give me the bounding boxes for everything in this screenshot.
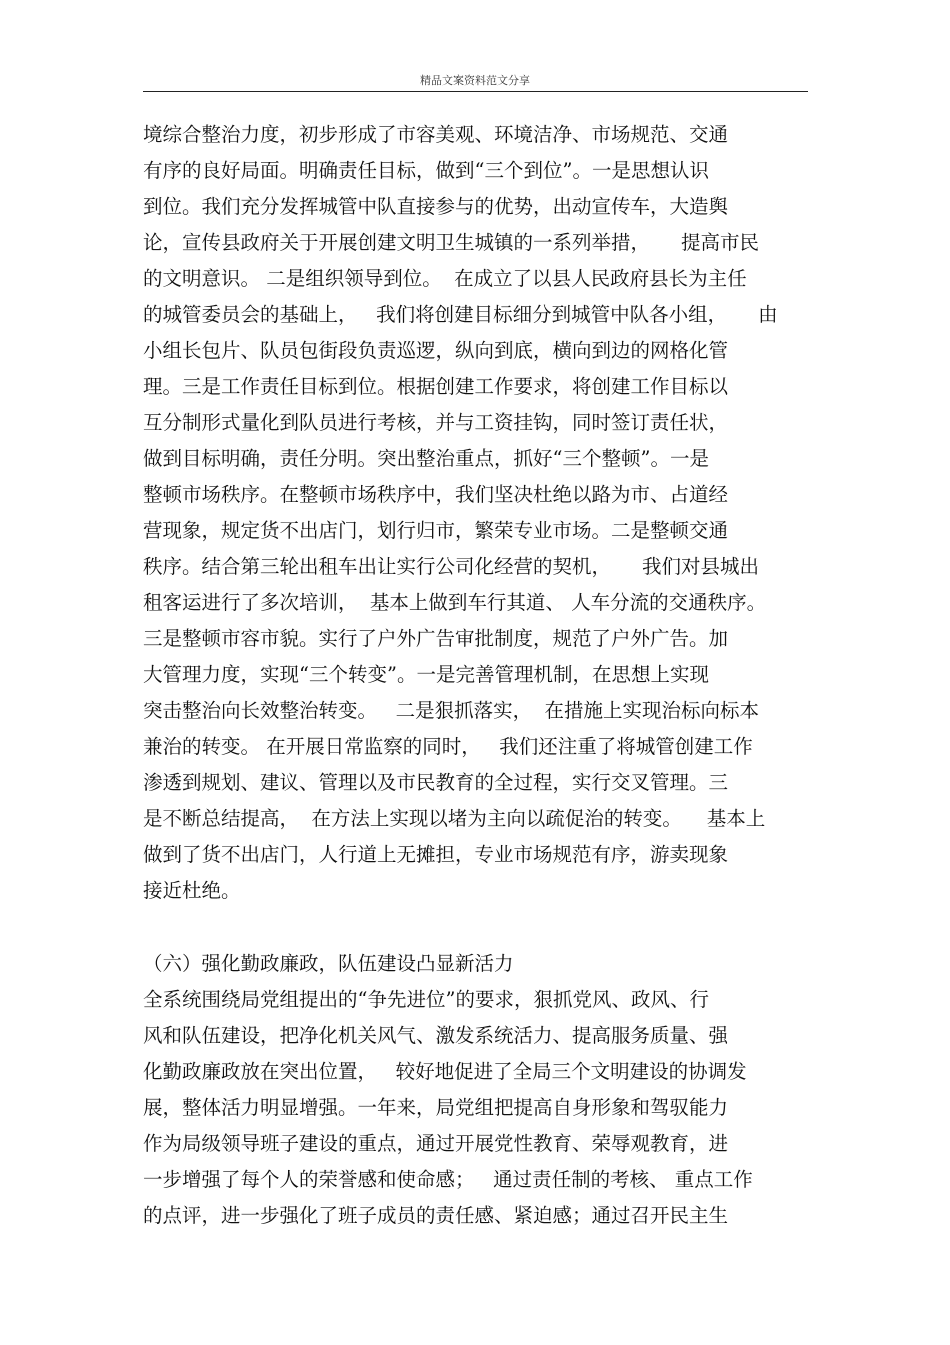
paragraph-gap [143, 909, 823, 946]
text-line: 境综合整治力度，初步形成了市容美观、环境洁净、市场规范、交通 [143, 123, 729, 146]
text-line: 做到了货不出店门，人行道上无摊担，专业市场规范有序，游卖现象 [143, 843, 729, 866]
text-line: 互分制形式量化到队员进行考核，并与工资挂钩，同时签订责任状， [143, 411, 729, 434]
text-line: 突击整治向长效整治转变。 二是狠抓落实， 在措施上实现治标向标本 [143, 699, 759, 722]
text-line: 的城管委员会的基础上， 我们将创建目标细分到城管中队各小组， 由 [143, 303, 778, 326]
text-line: 有序的良好局面。明确责任目标，做到“三个到位”。一是思想认识 [143, 159, 709, 182]
header-divider [143, 91, 808, 92]
text-line: 小组长包片、队员包街段负责巡逻，纵向到底，横向到边的网格化管 [143, 339, 729, 362]
text-line: 一步增强了每个人的荣誉感和使命感； 通过责任制的考核、 重点工作 [143, 1168, 753, 1191]
text-line: 的文明意识。 二是组织领导到位。 在成立了以县人民政府县长为主任 [143, 267, 747, 290]
text-line: 是不断总结提高， 在方法上实现以堵为主向以疏促治的转变。 基本上 [143, 807, 766, 830]
text-line: 全系统围绕局党组提出的“争先进位”的要求，狠抓党风、政风、行 [143, 988, 709, 1011]
text-line: 营现象，规定货不出店门，划行归市，繁荣专业市场。二是整顿交通 [143, 519, 729, 542]
text-line: 展，整体活力明显增强。一年来，局党组把提高自身形象和驾驭能力 [143, 1096, 729, 1119]
text-line: 兼治的转变。 在开展日常监察的同时， 我们还注重了将城管创建工作 [143, 735, 753, 758]
text-line: 三是整顿市容市貌。实行了户外广告审批制度，规范了户外广告。加 [143, 627, 729, 650]
paragraph-2 [143, 982, 823, 1234]
text-line: 化勤政廉政放在突出位置， 较好地促进了全局三个文明建设的协调发 [143, 1060, 747, 1083]
text-line: 整顿市场秩序。在整顿市场秩序中，我们坚决杜绝以路为市、占道经 [143, 483, 729, 506]
page-header: 精品文案资料范文分享 [420, 74, 530, 87]
text-line: 到位。我们充分发挥城管中队直接参与的优势，出动宣传车，大造舆 [143, 195, 729, 218]
section-heading: （六）强化勤政廉政，队伍建设凸显新活力 [143, 952, 514, 975]
text-line: 渗透到规划、建议、管理以及市民教育的全过程，实行交叉管理。三 [143, 771, 729, 794]
text-line: 风和队伍建设，把净化机关风气、激发系统活力、提高服务质量、强 [143, 1024, 729, 1047]
text-line: 作为局级领导班子建设的重点，通过开展党性教育、荣辱观教育，进 [143, 1132, 729, 1155]
text-line: 论，宣传县政府关于开展创建文明卫生城镇的一系列举措， 提高市民 [143, 231, 759, 254]
text-line: 的点评，进一步强化了班子成员的责任感、紧迫感；通过召开民主生 [143, 1204, 729, 1227]
text-line: 租客运进行了多次培训， 基本上做到车行其道、 人车分流的交通秩序。 [143, 591, 767, 614]
paragraph-1 [143, 117, 823, 909]
text-line: 大管理力度，实现“三个转变”。一是完善管理机制，在思想上实现 [143, 663, 709, 686]
document-body [143, 117, 823, 1234]
text-line: 理。三是工作责任目标到位。根据创建工作要求，将创建工作目标以 [143, 375, 729, 398]
text-line: 接近杜绝。 [143, 879, 241, 902]
text-line: 做到目标明确，责任分明。突出整治重点，抓好“三个整顿”。一是 [143, 447, 709, 470]
text-line: 秩序。结合第三轮出租车出让实行公司化经营的契机， 我们对县城出 [143, 555, 759, 578]
